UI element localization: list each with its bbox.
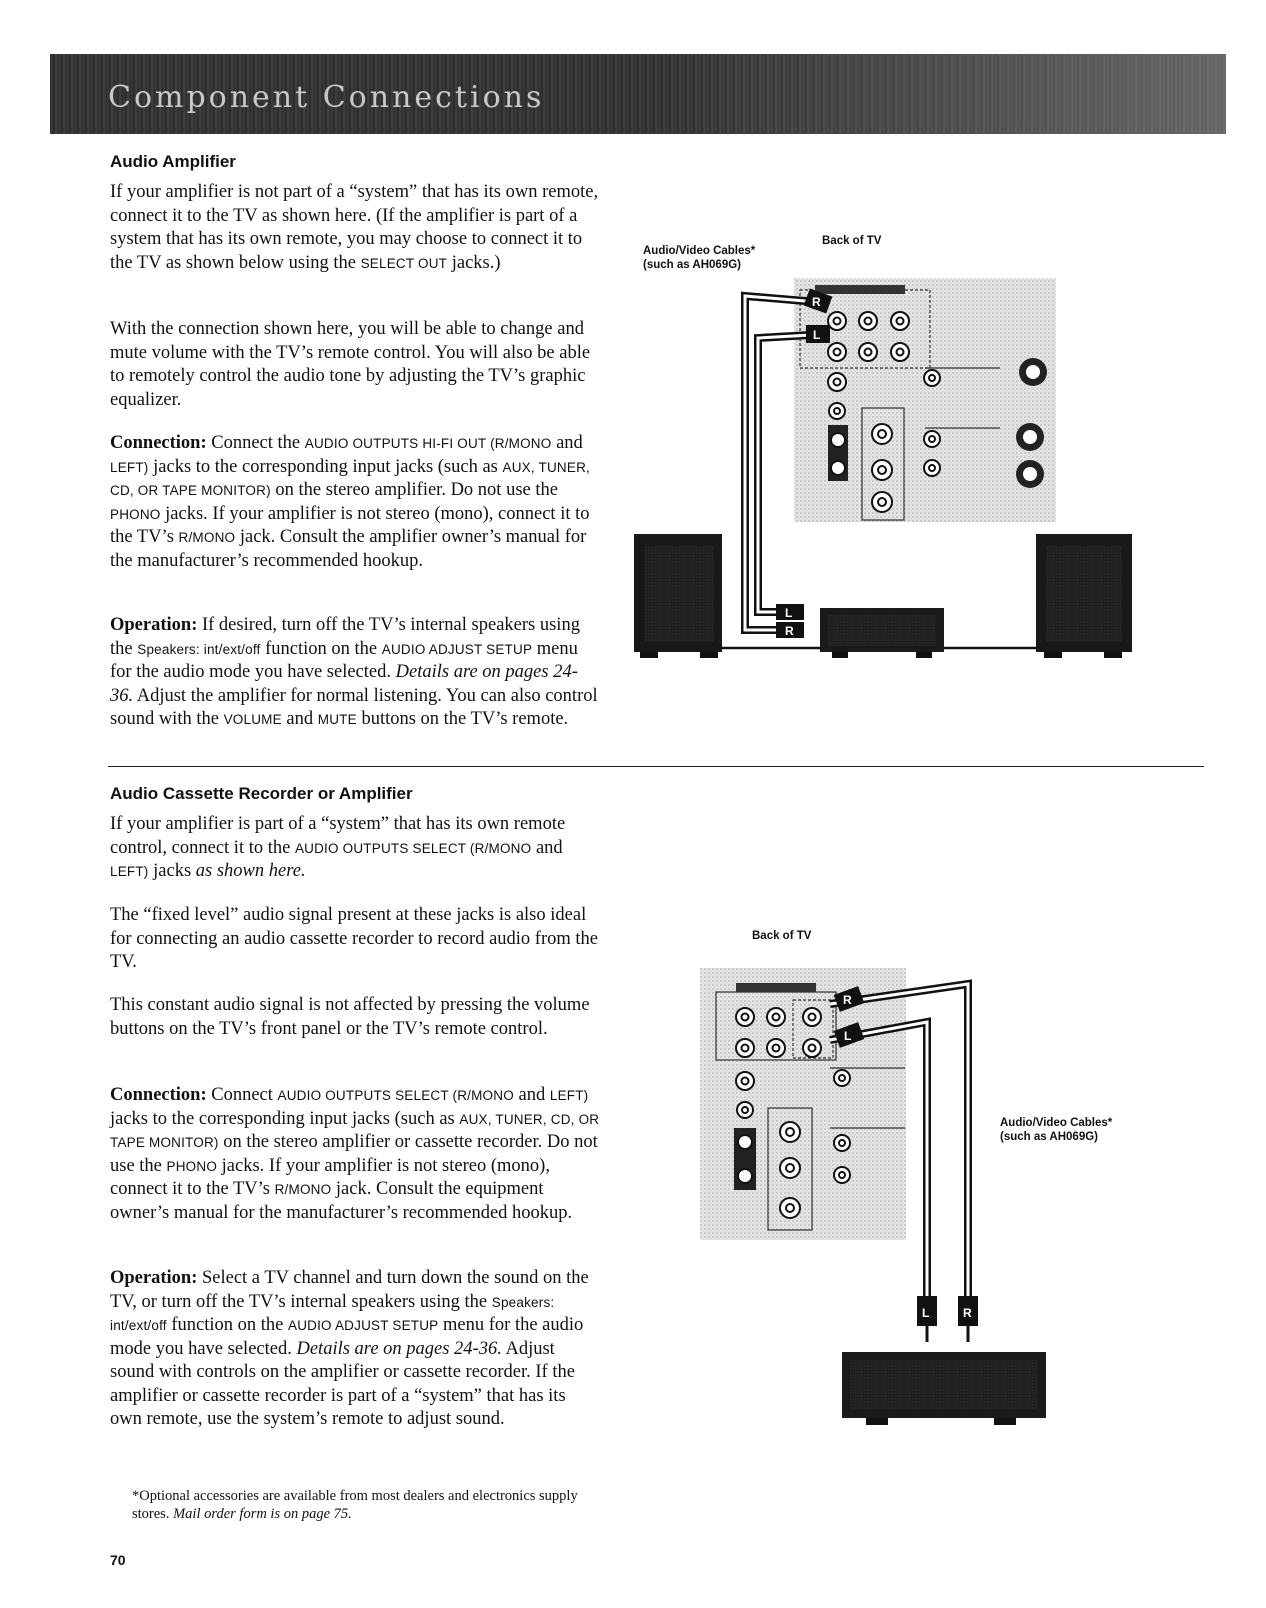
plug-r-label-2b: R bbox=[963, 1306, 972, 1320]
page-number: 70 bbox=[110, 1552, 126, 1568]
section1-heading: Audio Amplifier bbox=[110, 152, 236, 171]
section2-para3: This constant audio signal is not affected by pressing the volume buttons on the TV’s front panel or the TV’s remote control. bbox=[110, 995, 590, 1039]
plug-r-label-1b: R bbox=[785, 624, 794, 638]
diagram1 bbox=[634, 278, 1132, 658]
section2-connection: Connection: Connect AUDIO OUTPUTS SELECT (R/MONO and LEFT) jacks to the corresponding input jacks (such as AUX, TUNER, CD, OR TAPE MONITOR) on the stereo amplifier or cassette recorder. Do not use the PHONO jacks. If your amplifier is not stereo (mono), connect it to the TV’s R/MONO jack. Consult the equipment owner’s manual for the manufacturer’s recommended hookup. bbox=[110, 1085, 600, 1223]
plug-l-label-1a: L bbox=[813, 328, 821, 342]
plug-r-label-1a: R bbox=[812, 295, 821, 309]
plug-l-label-1b: L bbox=[785, 606, 793, 620]
section2-para2: The “fixed level” audio signal present at these jacks is also ideal for connecting an audio cassette recorder to record audio from the TV. bbox=[110, 905, 598, 972]
plug-r-label-2a: R bbox=[843, 993, 852, 1007]
diagram2-cables-label: Audio/Video Cables* (such as AH069G) bbox=[1000, 1117, 1113, 1143]
section2-para1: If your amplifier is part of a “system” that has its own remote control, connect it to the AUDIO OUTPUTS SELECT (R/MONO and LEFT) jacks as shown here. bbox=[110, 814, 566, 881]
plug-l-label-2a: L bbox=[844, 1029, 852, 1043]
section1-operation: Operation: If desired, turn off the TV’s internal speakers using the Speakers: int/ext/off function on the AUDIO ADJUST SETUP menu for the audio mode you have selected. Details are on pages 24-36. Adjust the amplifier for normal listening. You can also control sound with the VOLUME and MUTE buttons on the TV’s remote. bbox=[110, 615, 598, 729]
section1-para1: If your amplifier is not part of a “system” that has its own remote, connect it to the TV as shown here. (If the amplifier is part of a system that has its own remote, you may choose to connect it to the TV as shown below using the SELECT OUT jacks.) bbox=[110, 182, 599, 273]
page-title: Component Connections bbox=[108, 80, 545, 115]
section1-connection: Connection: Connect the AUDIO OUTPUTS HI-FI OUT (R/MONO and LEFT) jacks to the corresponding input jacks (such as AUX, TUNER, CD, OR TAPE MONITOR) on the stereo amplifier. Do not use the PHONO jacks. If your amplifier is not stereo (mono), connect it to the TV’s R/MONO jack. Consult the amplifier owner’s manual for the manufacturer’s recommended hookup. bbox=[110, 433, 590, 571]
section1-para2: With the connection shown here, you will be able to change and mute volume with the TV’s remote control. You will also be able to remotely control the audio tone by adjusting the TV’s graphic equalizer. bbox=[110, 319, 591, 410]
section2-heading: Audio Cassette Recorder or Amplifier bbox=[110, 784, 413, 803]
section2-operation: Operation: Select a TV channel and turn down the sound on the TV, or turn off the TV’s internal speakers using the Speakers: int/ext/off function on the AUDIO ADJUST SETUP menu for the audio mode you have selected. Details are on pages 24-36. Adjust sound with controls on the amplifier or cassette recorder. If the amplifier or cassette recorder is part of a “system” that has its own remote, use the system’s remote to adjust sound. bbox=[110, 1268, 589, 1429]
diagram2 bbox=[700, 968, 1046, 1425]
tv-back-panel-2 bbox=[700, 968, 906, 1240]
diagram2-tv-label: Back of TV bbox=[752, 930, 812, 942]
footnote: *Optional accessories are available from most dealers and electronics supply stores. Mail order form is on page 75. bbox=[132, 1488, 578, 1522]
diagram1-cables-label: Audio/Video Cables* (such as AH069G) bbox=[643, 245, 756, 271]
plug-l-label-2b: L bbox=[922, 1306, 930, 1320]
diagram1-tv-label: Back of TV bbox=[822, 235, 882, 247]
